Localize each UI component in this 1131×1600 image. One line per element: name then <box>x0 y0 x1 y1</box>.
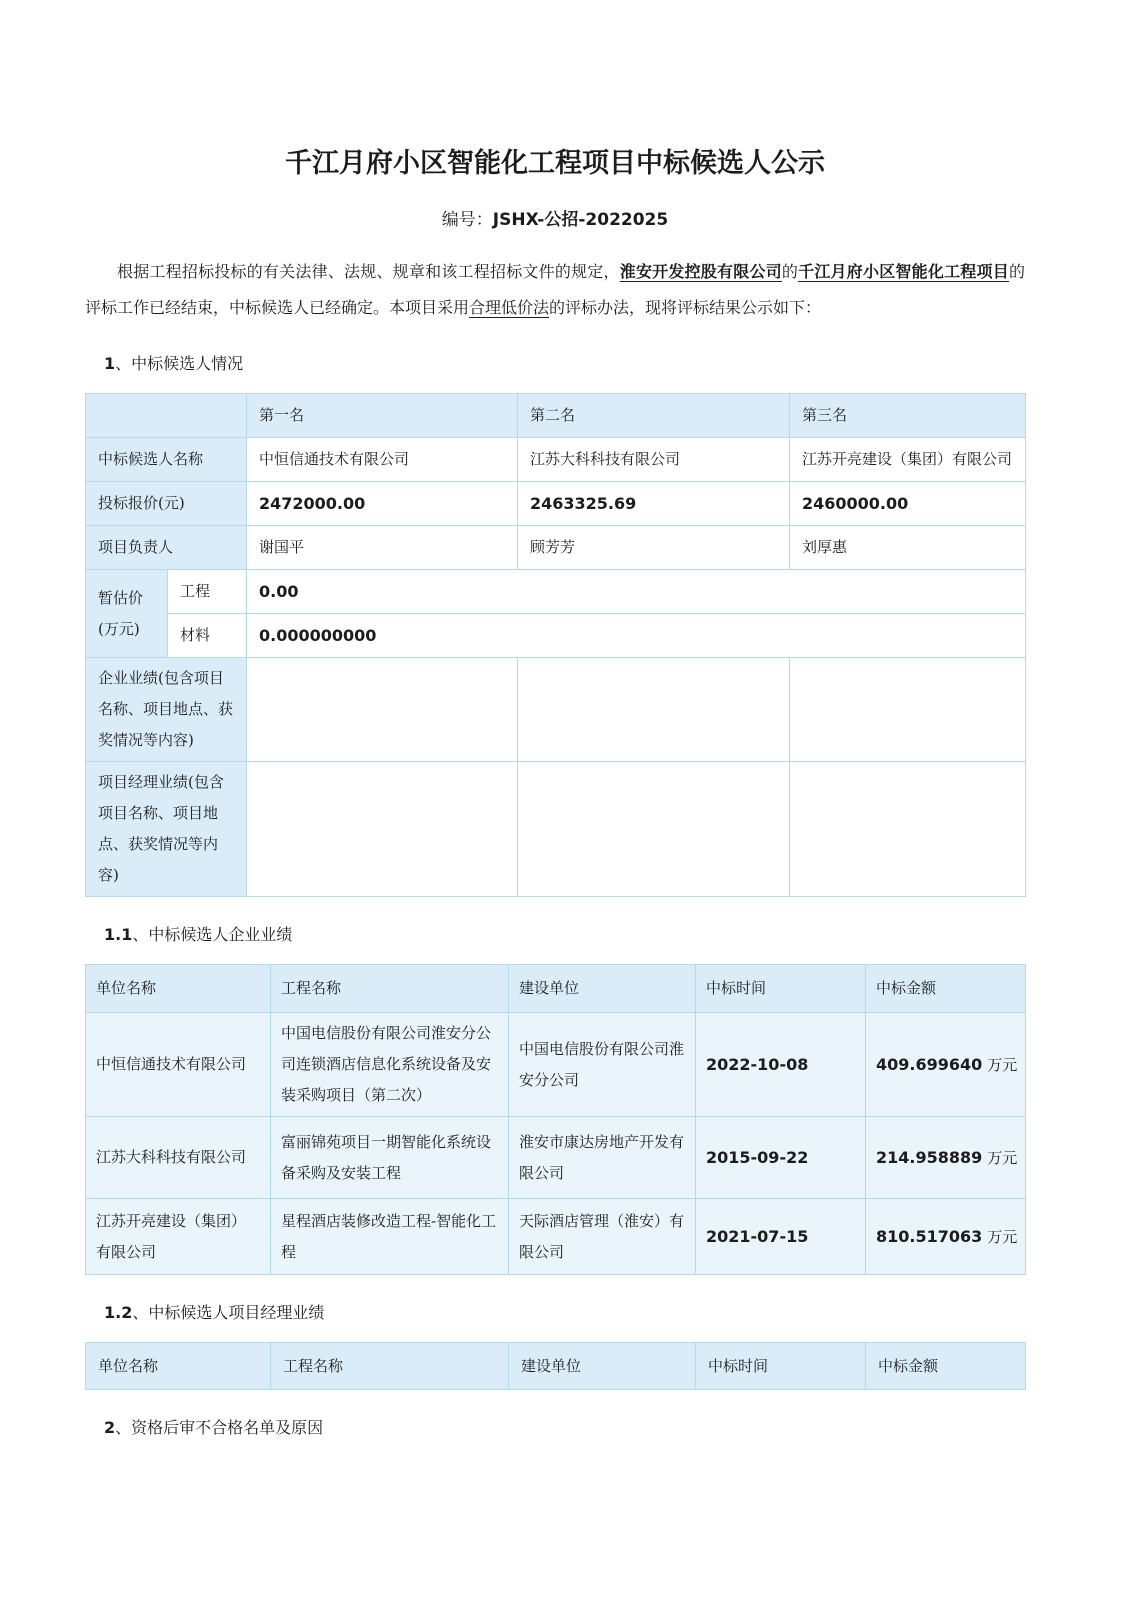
table-cell-empty <box>790 762 1026 897</box>
amount-cell <box>866 1199 1026 1275</box>
company-cell: 中恒信通技术有限公司 <box>86 1013 271 1117</box>
date-cell <box>696 1199 866 1275</box>
bid-price-value: 2472000.00 <box>259 493 366 513</box>
table-cell-empty <box>247 762 518 897</box>
date-value: 2015-09-22 <box>706 1147 809 1167</box>
column-header-project: 工程名称 <box>271 1343 509 1390</box>
column-header-amount: 中标金额 <box>866 965 1026 1013</box>
estimate-engineering-row <box>86 570 1026 614</box>
company-cell: 江苏开亮建设（集团）有限公司 <box>86 1199 271 1275</box>
performance-row <box>86 1013 1026 1117</box>
evaluation-method: 合理低价法 <box>469 298 550 317</box>
estimate-value: 0.00 <box>259 581 299 601</box>
owner-cell: 中国电信股份有限公司淮安分公司 <box>509 1013 696 1117</box>
estimate-label: 暂估价(万元) <box>86 570 168 658</box>
table-header-row <box>86 965 1026 1013</box>
manager-performance-row <box>86 762 1026 897</box>
row-label: 企业业绩(包含项目名称、项目地点、获奖情况等内容) <box>86 658 247 762</box>
amount-unit: 万元 <box>987 1227 1018 1246</box>
section-1-1-heading <box>104 923 1025 947</box>
table-cell <box>247 482 518 526</box>
estimate-material-row <box>86 614 1026 658</box>
amount-unit: 万元 <box>987 1055 1018 1074</box>
table-cell-empty <box>518 658 790 762</box>
section-2-title: 、资格后审不合格名单及原因 <box>115 1418 324 1437</box>
corner-cell <box>86 394 247 438</box>
date-value: 2022-10-08 <box>706 1054 809 1074</box>
table-cell-empty <box>518 762 790 897</box>
table-cell <box>518 482 790 526</box>
manager-performance-table <box>85 1342 1026 1390</box>
project-cell: 富丽锦苑项目一期智能化系统设备采购及安装工程 <box>271 1117 509 1199</box>
doc-number-label: 编号： <box>441 210 493 230</box>
table-cell: 刘厚惠 <box>790 526 1026 570</box>
column-header-project: 工程名称 <box>271 965 509 1013</box>
company-performance-row <box>86 658 1026 762</box>
tenderer-name: 淮安开发控股有限公司 <box>619 262 782 281</box>
section-1-1-number: 1.1 <box>104 925 133 944</box>
table-cell-empty <box>790 658 1026 762</box>
column-header-first: 第一名 <box>247 394 518 438</box>
column-header-date: 中标时间 <box>696 1343 866 1390</box>
column-header-amount: 中标金额 <box>866 1343 1026 1390</box>
column-header-company: 单位名称 <box>86 1343 271 1390</box>
performance-row <box>86 1199 1026 1275</box>
performance-row <box>86 1117 1026 1199</box>
table-header-row <box>86 1343 1026 1390</box>
amount-value: 810.517063 <box>876 1226 983 1246</box>
amount-cell <box>866 1013 1026 1117</box>
section-1-2-heading <box>104 1301 1025 1325</box>
section-1-heading <box>104 352 1025 376</box>
column-header-third: 第三名 <box>790 394 1026 438</box>
table-cell: 谢国平 <box>247 526 518 570</box>
intro-text-1: 根据工程招标投标的有关法律、法规、规章和该工程招标文件的规定， <box>117 262 620 281</box>
table-cell <box>790 482 1026 526</box>
row-label: 项目经理业绩(包含项目名称、项目地点、获奖情况等内容) <box>86 762 247 897</box>
owner-cell: 天际酒店管理（淮安）有限公司 <box>509 1199 696 1275</box>
amount-value: 214.958889 <box>876 1147 983 1167</box>
section-1-title: 、中标候选人情况 <box>115 354 244 373</box>
bid-price-value: 2460000.00 <box>802 493 909 513</box>
estimate-sub-label: 工程 <box>168 570 247 614</box>
column-header-date: 中标时间 <box>696 965 866 1013</box>
section-1-2-title: 、中标候选人项目经理业绩 <box>132 1303 325 1322</box>
date-cell <box>696 1117 866 1199</box>
table-header-row <box>86 394 1026 438</box>
project-name: 千江月府小区智能化工程项目 <box>798 262 1009 281</box>
row-label: 投标报价(元) <box>86 482 247 526</box>
candidates-table <box>85 393 1026 897</box>
section-1-number: 1 <box>104 354 116 373</box>
amount-cell <box>866 1117 1026 1199</box>
date-cell <box>696 1013 866 1117</box>
table-cell <box>247 614 1026 658</box>
table-cell: 江苏大科科技有限公司 <box>518 438 790 482</box>
intro-text-3: 的评标工作已经结束，中标候选人已经确定。本项目采用 <box>85 262 1025 317</box>
estimate-sub-label: 材料 <box>168 614 247 658</box>
column-header-owner: 建设单位 <box>509 1343 696 1390</box>
section-2-heading <box>104 1416 1025 1440</box>
row-label: 项目负责人 <box>86 526 247 570</box>
table-cell <box>247 570 1026 614</box>
candidate-name-row <box>86 438 1026 482</box>
intro-paragraph <box>85 254 1025 326</box>
column-header-second: 第二名 <box>518 394 790 438</box>
doc-number-line <box>85 208 1025 232</box>
intro-text-2: 的 <box>781 262 799 281</box>
table-cell: 顾芳芳 <box>518 526 790 570</box>
company-cell: 江苏大科科技有限公司 <box>86 1117 271 1199</box>
date-value: 2021-07-15 <box>706 1226 809 1246</box>
owner-cell: 淮安市康达房地产开发有限公司 <box>509 1117 696 1199</box>
section-1-2-number: 1.2 <box>104 1303 133 1322</box>
company-performance-table <box>85 964 1026 1275</box>
project-cell: 星程酒店装修改造工程-智能化工程 <box>271 1199 509 1275</box>
project-cell: 中国电信股份有限公司淮安分公司连锁酒店信息化系统设备及安装采购项目（第二次） <box>271 1013 509 1117</box>
table-cell: 江苏开亮建设（集团）有限公司 <box>790 438 1026 482</box>
table-cell: 中恒信通技术有限公司 <box>247 438 518 482</box>
row-label: 中标候选人名称 <box>86 438 247 482</box>
intro-text-4: 的评标办法，现将评标结果公示如下： <box>549 298 822 317</box>
doc-number-code: JSHX-公招-2022025 <box>492 210 669 230</box>
column-header-owner: 建设单位 <box>509 965 696 1013</box>
table-cell-empty <box>247 658 518 762</box>
section-2-number: 2 <box>104 1418 116 1437</box>
amount-value: 409.699640 <box>876 1054 983 1074</box>
project-manager-row <box>86 526 1026 570</box>
section-1-1-title: 、中标候选人企业业绩 <box>132 925 293 944</box>
estimate-value: 0.000000000 <box>259 625 377 645</box>
amount-unit: 万元 <box>987 1148 1018 1167</box>
page-title: 千江月府小区智能化工程项目中标候选人公示 <box>285 148 825 179</box>
column-header-company: 单位名称 <box>86 965 271 1013</box>
bid-price-row <box>86 482 1026 526</box>
bid-price-value: 2463325.69 <box>530 493 637 513</box>
